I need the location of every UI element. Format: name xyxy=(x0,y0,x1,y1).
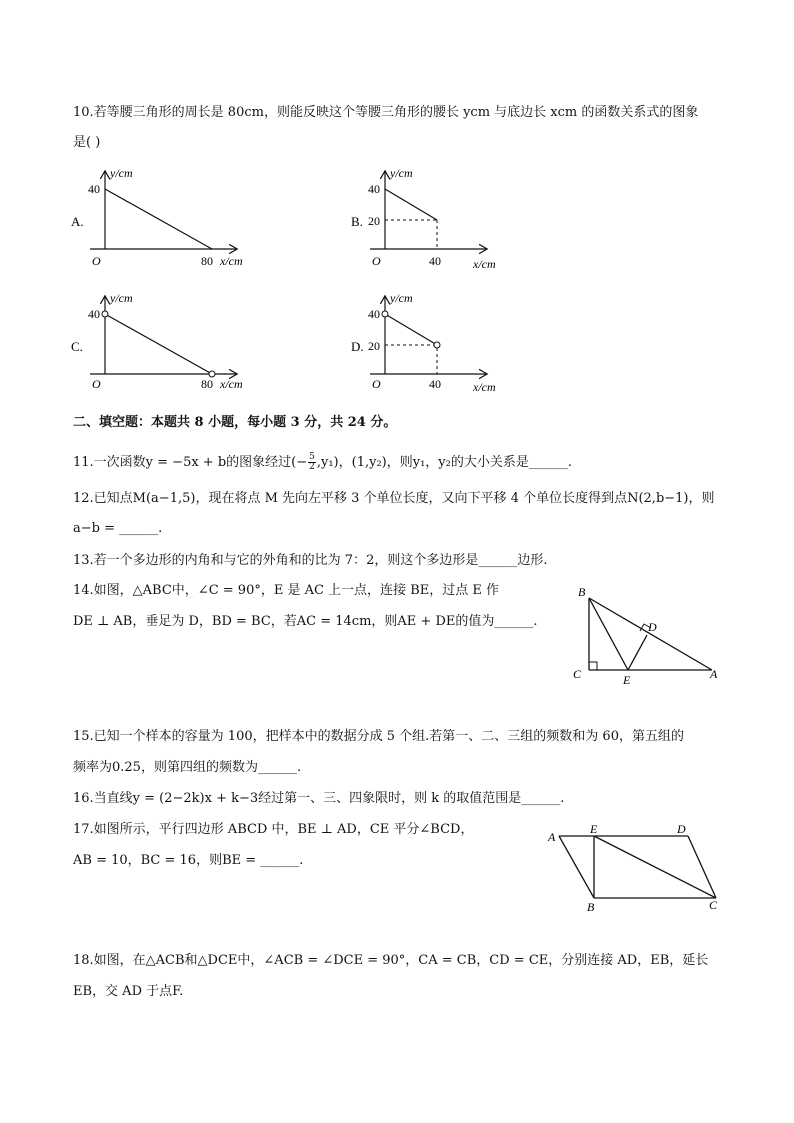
q17-text-line-1: 17.如图所示，平行四边形 ABCD 中，BE ⊥ AD，CE 平分∠BCD， xyxy=(73,822,474,837)
q11-frac-den: 2 xyxy=(309,462,315,472)
q17-figure xyxy=(540,818,730,918)
q10-d-origin: O xyxy=(372,377,381,391)
q18-text-line-2: EB，交 AD 于点F. xyxy=(73,984,184,999)
q12-text-line-1: 12.已知点M(a−1,5)，现在将点 M 先向左平移 3 个单位长度，又向下平移 4 个单位长度得到点N(2,b−1)，则 xyxy=(73,491,715,506)
q10-d-x-tick: 40 xyxy=(429,377,441,391)
q10-a-x-axis-label: x/cm xyxy=(220,254,243,268)
q10-b-x-tick: 40 xyxy=(429,254,441,268)
q10-c-y-axis-label: y/cm xyxy=(110,291,133,305)
q14-label-a: A xyxy=(710,667,718,681)
q10-option-b-graph xyxy=(348,164,518,276)
q14-text-line-1: 14.如图，△ABC中，∠C = 90°，E 是 AC 上一点，连接 BE，过点 E 作 xyxy=(73,583,499,598)
q14-figure xyxy=(568,580,728,690)
q10-b-y-tick-2: 20 xyxy=(368,214,380,228)
q10-b-x-axis-label: x/cm xyxy=(473,257,496,271)
section-2-heading: 二、填空题：本题共 8 小题，每小题 3 分，共 24 分。 xyxy=(73,415,397,430)
q10-c-open-point-top xyxy=(102,311,108,317)
q14-label-c: C xyxy=(573,667,582,681)
q10-d-open-point-top xyxy=(382,311,388,317)
q10-d-open-point-end xyxy=(434,342,440,348)
q10-a-y-tick: 40 xyxy=(88,182,100,196)
q10-d-x-axis-label: x/cm xyxy=(473,380,496,394)
q12-text-line-2: a−b = ______. xyxy=(73,521,163,536)
q10-b-label: B. xyxy=(351,214,363,229)
q18-text-line-1: 18.如图，在△ACB和△DCE中，∠ACB = ∠DCE = 90°，CA = CB，CD = CE，分别连接 AD，EB，延长 xyxy=(73,953,709,968)
q14-label-d: D xyxy=(648,620,657,634)
q10-b-origin: O xyxy=(372,254,381,268)
q13-text: 13.若一个多边形的内角和与它的外角和的比为 7：2，则这个多边形是______边形. xyxy=(73,553,548,568)
q10-c-label: C. xyxy=(71,339,83,354)
q11-text xyxy=(73,453,572,472)
q14-text-line-2: DE ⊥ AB，垂足为 D，BD = BC，若AC = 14cm，则AE + DE的值为______. xyxy=(73,614,538,629)
q10-c-x-tick: 80 xyxy=(201,377,213,391)
q17-label-a: A xyxy=(548,830,556,844)
q17-label-d: D xyxy=(677,822,686,836)
q10-text-line-2: 是( ) xyxy=(73,135,101,150)
q11-fraction xyxy=(308,453,316,472)
q17-text-line-2: AB = 10，BC = 16，则BE = ______. xyxy=(73,853,304,868)
q14-label-b: B xyxy=(578,585,586,599)
q10-d-label: D. xyxy=(351,339,364,354)
q10-c-line xyxy=(105,314,212,374)
q10-c-origin: O xyxy=(92,377,101,391)
q10-d-y-axis-label: y/cm xyxy=(390,291,413,305)
q17-label-e: E xyxy=(590,822,598,836)
q17-label-c: C xyxy=(709,898,718,912)
q15-text-line-2: 频率为0.25，则第四组的频数为______. xyxy=(73,760,302,775)
q10-c-y-tick: 40 xyxy=(88,307,100,321)
q11-pre: 11.一次函数y = −5x + b的图象经过(− xyxy=(73,455,308,470)
q15-text-line-1: 15.已知一个样本的容量为 100，把样本中的数据分成 5 个组.若第一、二、三组的频数和为 60，第五组的 xyxy=(73,729,684,744)
q10-option-c-graph xyxy=(68,289,258,399)
q10-d-y-tick-2: 20 xyxy=(368,339,380,353)
q10-a-origin: O xyxy=(92,254,101,268)
q10-text-line-1: 10.若等腰三角形的周长是 80cm，则能反映这个等腰三角形的腰长 ycm 与底边长 xcm 的函数关系式的图象 xyxy=(73,105,699,120)
q10-c-x-axis-label: x/cm xyxy=(220,377,243,391)
q10-b-line xyxy=(385,189,437,220)
q17-label-b: B xyxy=(587,900,595,914)
q10-option-d-graph xyxy=(348,289,518,401)
q10-a-label: A. xyxy=(71,214,84,229)
q10-d-y-tick: 40 xyxy=(368,307,380,321)
q10-b-y-tick: 40 xyxy=(368,182,380,196)
q10-d-line xyxy=(385,314,437,345)
q10-option-a-graph xyxy=(68,164,258,274)
q11-post: ,y₁)，(1,y₂)，则y₁，y₂的大小关系是______. xyxy=(316,455,572,470)
q11-frac-num: 5 xyxy=(309,452,315,462)
q10-a-line xyxy=(105,189,212,249)
q16-text: 16.当直线y = (2−2k)x + k−3经过第一、三、四象限时，则 k 的取值范围是______. xyxy=(73,791,565,806)
q10-a-y-axis-label: y/cm xyxy=(110,166,133,180)
q10-b-y-axis-label: y/cm xyxy=(390,166,413,180)
q14-label-e: E xyxy=(623,673,631,687)
q10-a-x-tick: 80 xyxy=(201,254,213,268)
